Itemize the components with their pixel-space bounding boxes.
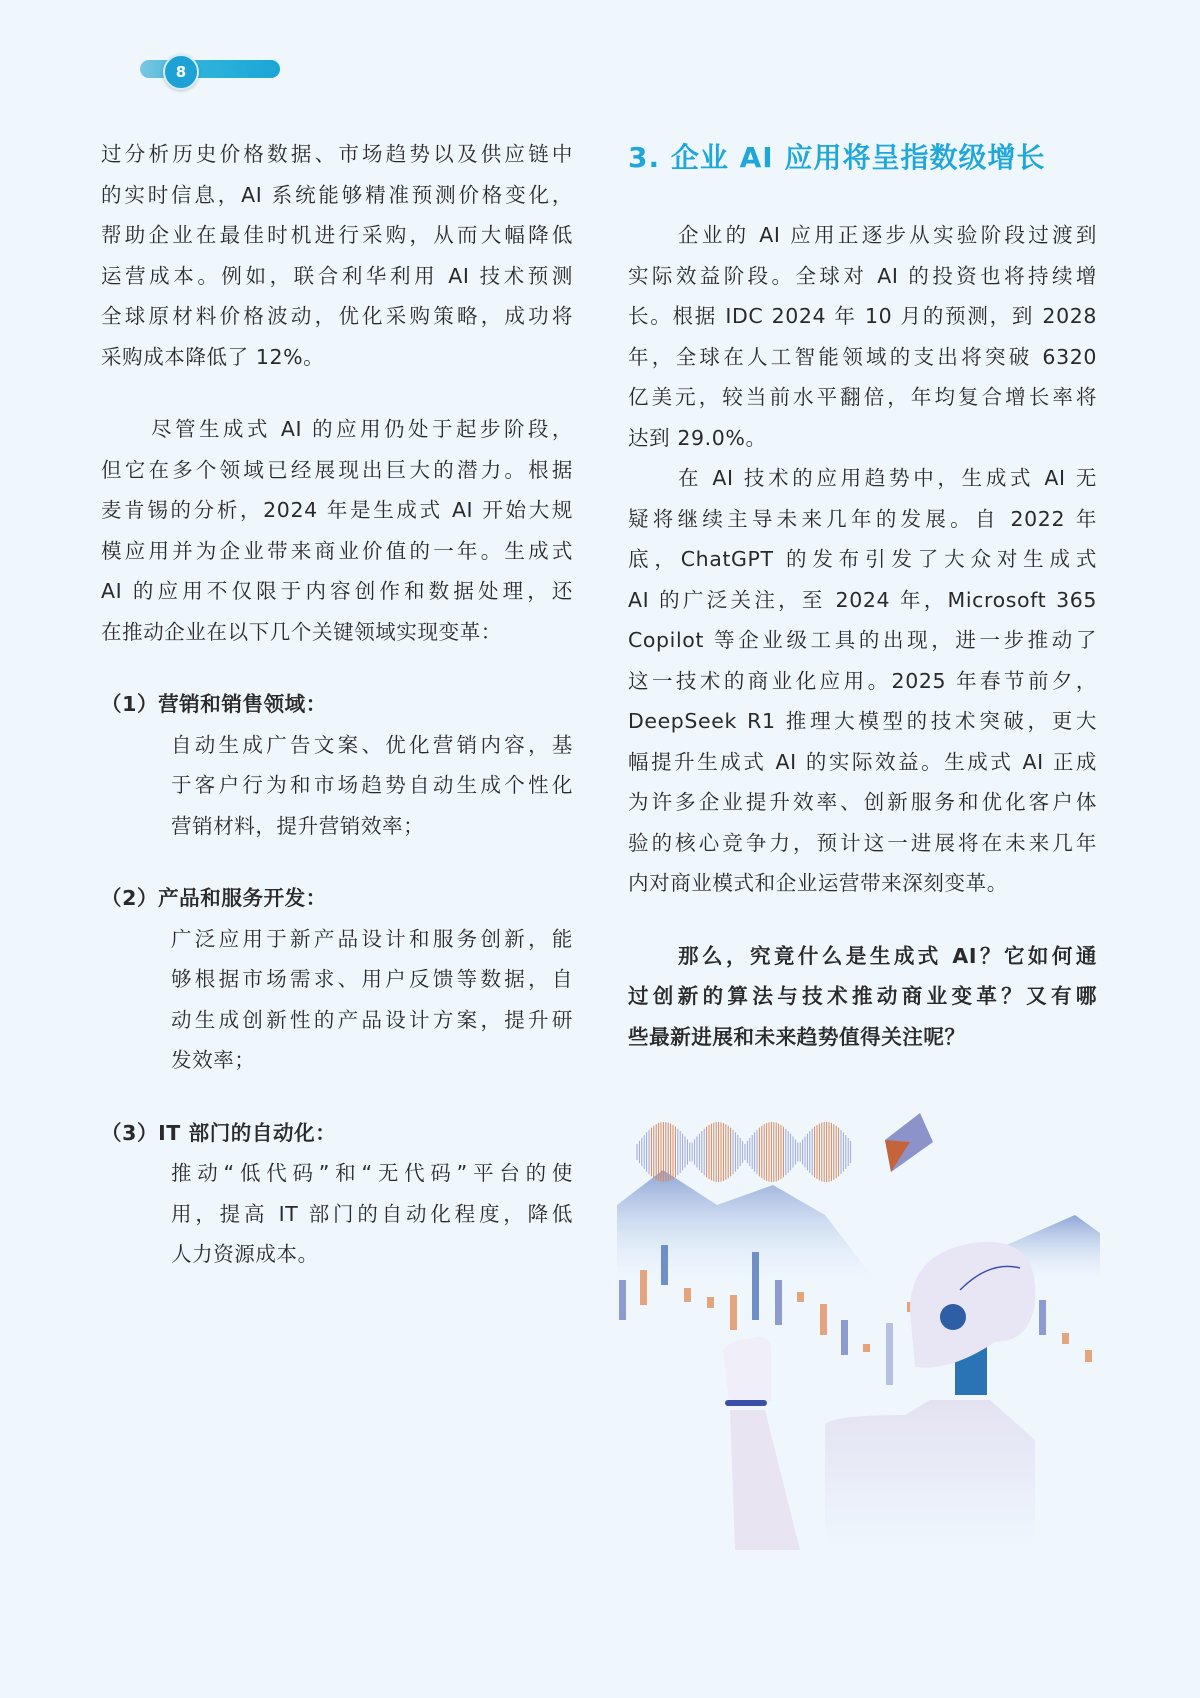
text-line: 动生成创新性的产品设计方案，提升研: [171, 1007, 573, 1032]
text-line: 亿美元，较当前水平翻倍，年均复合增长率将: [628, 385, 1097, 409]
text-line: 营销材料，提升营销效率；: [171, 813, 425, 838]
text-line: 模应用并为企业带来商业价值的一年。生成式: [101, 538, 573, 563]
list-item-heading: （3）IT 部门的自动化：: [101, 1120, 337, 1145]
text-line: 全球原材料价格波动，优化采购策略，成功将: [101, 304, 573, 328]
text-line: AI 的广泛关注，至 2024 年，Microsoft 365: [628, 587, 1097, 612]
robot-illustration: [615, 1080, 1105, 1560]
text-line: 验的核心竞争力，预计这一进展将在未来几年: [628, 830, 1097, 855]
right-column: [628, 215, 1097, 1057]
text-line: 在推动企业在以下几个关键领域实现变革：: [101, 619, 502, 644]
text-line: 幅提升生成式 AI 的实际效益。生成式 AI 正成: [628, 749, 1097, 774]
text-line: DeepSeek R1 推理大模型的技术突破，更大: [628, 709, 1097, 733]
list-item-heading: （1）营销和销售领域：: [101, 692, 327, 716]
left-column: [101, 134, 573, 1275]
list-item-heading: （2）产品和服务开发：: [101, 886, 327, 910]
text-line: 麦肯锡的分析，2024 年是生成式 AI 开始大规: [101, 498, 573, 522]
candlestick: [1062, 1333, 1069, 1344]
text-line: 过分析历史价格数据、市场趋势以及供应链中: [101, 142, 573, 166]
robot: [723, 1242, 1035, 1550]
list-item-it-automation: [101, 1113, 573, 1275]
candlestick: [863, 1344, 870, 1352]
text-line: 达到 29.0%。: [628, 425, 767, 450]
candlestick: [775, 1280, 782, 1325]
text-line: 些最新进展和未来趋势值得关注呢？: [628, 1024, 966, 1049]
text-line: 自动生成广告文案、优化营销内容，基: [171, 732, 573, 757]
candlestick: [640, 1270, 647, 1305]
text-line: 过创新的算法与技术推动商业变革？又有哪: [628, 984, 1097, 1008]
text-line: 运营成本。例如，联合利华利用 AI 技术预测: [101, 263, 573, 288]
section-title: 3. 企业 AI 应用将呈指数级增长: [628, 141, 1046, 174]
paragraph-ai-investment: [628, 215, 1097, 458]
text-line: 用，提高 IT 部门的自动化程度，降低: [171, 1201, 573, 1226]
list-item-product-development: [101, 878, 573, 1081]
text-line: 发效率；: [171, 1048, 256, 1072]
crystal-icon: [885, 1113, 933, 1172]
text-line: Copilot 等企业级工具的出现，进一步推动了: [628, 628, 1097, 652]
paragraph-generative-ai-potential: [101, 409, 573, 652]
text-line: 采购成本降低了 12%。: [101, 344, 325, 369]
text-line: 人力资源成本。: [171, 1242, 319, 1266]
paragraph-price-prediction: [101, 134, 573, 377]
candlestick: [707, 1297, 714, 1308]
candlestick: [1085, 1350, 1092, 1362]
candlestick: [752, 1252, 759, 1320]
text-line: 为许多企业提升效率、创新服务和优化客户体: [628, 790, 1097, 814]
text-line: 那么，究竟什么是生成式 AI？它如何通: [678, 943, 1097, 968]
text-line: 企业的 AI 应用正逐步从实验阶段过渡到: [678, 223, 1097, 247]
list-item-marketing: [101, 684, 573, 846]
candlestick: [1039, 1300, 1046, 1335]
text-line: 内对商业模式和企业运营带来深刻变革。: [628, 871, 1008, 895]
candlestick: [841, 1320, 848, 1355]
text-line: 帮助企业在最佳时机进行采购，从而大幅降低: [101, 223, 573, 247]
text-line: 这一技术的商业化应用。2025 年春节前夕，: [628, 668, 1097, 693]
candlestick: [797, 1292, 804, 1302]
text-line: 够根据市场需求、用户反馈等数据，自: [171, 967, 573, 991]
page-number-bar: [140, 60, 280, 78]
text-line: 尽管生成式 AI 的应用仍处于起步阶段，: [151, 417, 573, 441]
text-line: 实际效益阶段。全球对 AI 的投资也将持续增: [628, 263, 1097, 288]
text-line: 在 AI 技术的应用趋势中，生成式 AI 无: [678, 466, 1097, 490]
candlestick: [684, 1288, 691, 1302]
text-line: 推动“低代码”和“无代码”平台的使: [171, 1161, 573, 1185]
text-line: 广泛应用于新产品设计和服务创新，能: [171, 926, 573, 951]
sound-wave: [637, 1122, 851, 1182]
text-line: 于客户行为和市场趋势自动生成个性化: [171, 773, 573, 797]
text-line: AI 的应用不仅限于内容创作和数据处理，还: [101, 579, 573, 603]
candlestick: [619, 1280, 626, 1320]
candlestick: [730, 1295, 737, 1330]
text-line: 疑将继续主导未来几年的发展。自 2022 年: [628, 506, 1097, 531]
text-line: 但它在多个领域已经展现出巨大的潜力。根据: [101, 457, 573, 482]
page-number-badge: 8: [163, 54, 199, 90]
text-line: 底，ChatGPT 的发布引发了大众对生成式: [628, 547, 1097, 571]
candlestick: [661, 1245, 668, 1285]
candlestick: [820, 1304, 827, 1335]
candlestick: [886, 1323, 893, 1385]
closing-question: [628, 936, 1097, 1058]
text-line: 长。根据 IDC 2024 年 10 月的预测，到 2028: [628, 304, 1097, 328]
text-line: 的实时信息，AI 系统能够精准预测价格变化，: [101, 182, 573, 207]
text-line: 年，全球在人工智能领域的支出将突破 6320: [628, 344, 1097, 369]
paragraph-ai-trends: [628, 458, 1097, 904]
